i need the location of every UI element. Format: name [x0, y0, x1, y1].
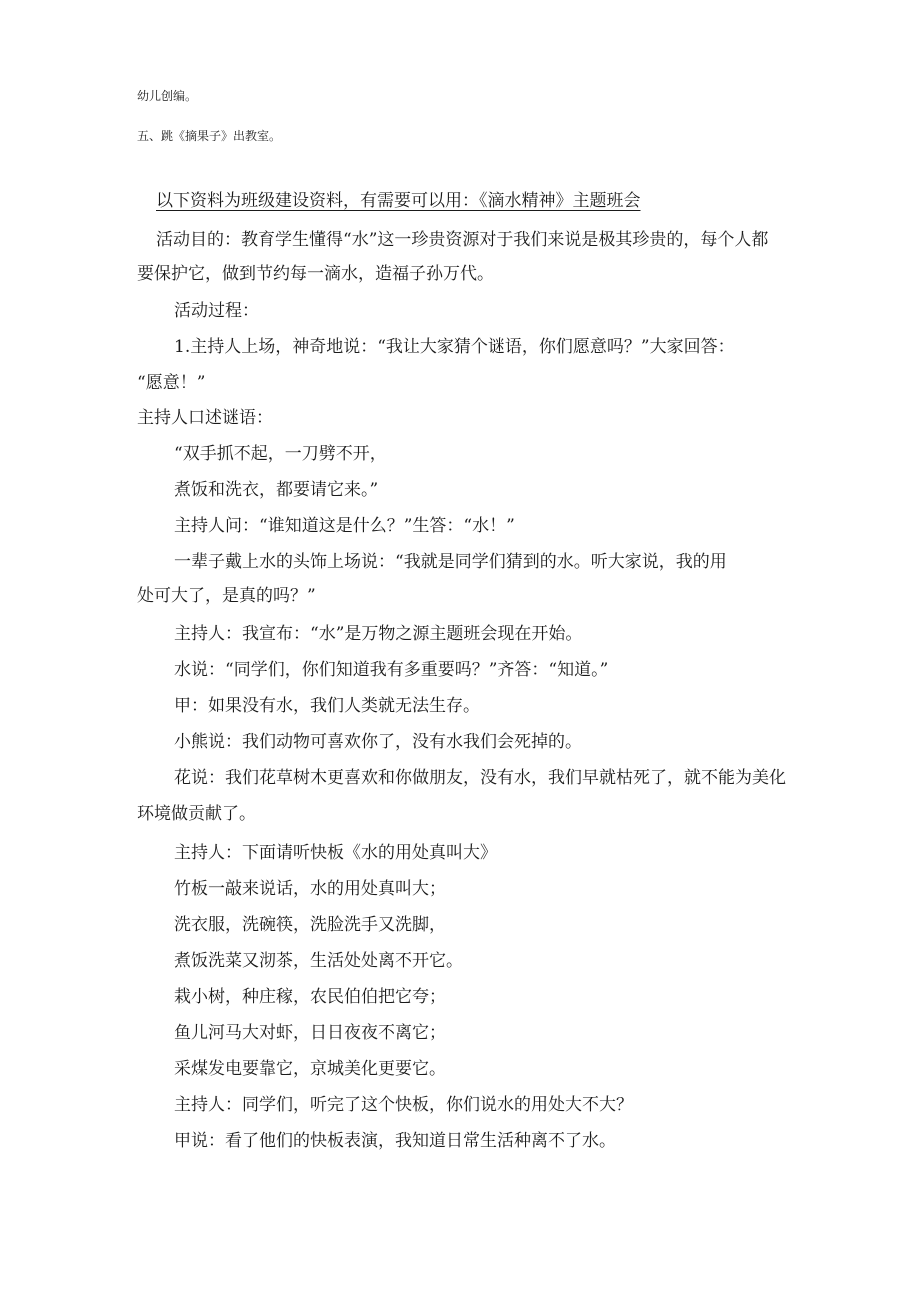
- section-heading: 以下资料为班级建设资料，有需要可以用：《滴水精神》主题班会: [156, 191, 641, 211]
- paragraph-line: 鱼儿河马大对虾，日日夜夜不离它；: [174, 1023, 446, 1043]
- paragraph-line: 一辈子戴上水的头饰上场说：“我就是同学们猜到的水。听大家说，我的用: [174, 552, 727, 572]
- paragraph-line: 活动目的：教育学生懂得“水”这一珍贵资源对于我们来说是极其珍贵的，每个人都: [156, 230, 769, 250]
- paragraph-line: 主持人：同学们，听完了这个快板，你们说水的用处大不大？: [174, 1095, 633, 1115]
- paragraph-line: 主持人口述谜语：: [137, 408, 273, 428]
- paragraph-line: 处可大了，是真的吗？”: [137, 586, 316, 606]
- paragraph-line: 甲说：看了他们的快板表演，我知道日常生活种离不了水。: [174, 1131, 616, 1151]
- paragraph-line: 活动过程：: [174, 301, 259, 321]
- paragraph-line: “愿意！”: [137, 373, 206, 393]
- paragraph-line: 水说：“同学们，你们知道我有多重要吗？”齐答：“知道。”: [174, 660, 609, 680]
- intro-line-2: 五、跳《摘果子》出教室。: [137, 129, 282, 143]
- paragraph-line: 花说：我们花草树木更喜欢和你做朋友，没有水，我们早就枯死了，就不能为美化: [174, 768, 786, 788]
- paragraph-line: 洗衣服，洗碗筷，洗脸洗手又洗脚，: [174, 915, 446, 935]
- paragraph-line: “双手抓不起，一刀劈不开，: [174, 444, 387, 464]
- paragraph-line: 环境做贡献了。: [137, 804, 256, 824]
- paragraph-line: 栽小树，种庄稼，农民伯伯把它夸；: [174, 987, 446, 1007]
- paragraph-line: 主持人问：“谁知道这是什么？”生答：“水！”: [174, 516, 515, 536]
- paragraph-line: 小熊说：我们动物可喜欢你了，没有水我们会死掉的。: [174, 732, 582, 752]
- paragraph-line: 主持人：我宣布：“水”是万物之源主题班会现在开始。: [174, 624, 583, 644]
- paragraph-line: 1.主持人上场，神奇地说：“我让大家猜个谜语，你们愿意吗？”大家回答：: [174, 337, 735, 357]
- intro-line-1: 幼儿创编。: [137, 89, 198, 103]
- paragraph-line: 采煤发电要靠它，京城美化更要它。: [174, 1059, 446, 1079]
- paragraph-line: 甲：如果没有水，我们人类就无法生存。: [174, 696, 480, 716]
- paragraph-line: 竹板一敲来说话，水的用处真叫大；: [174, 879, 446, 899]
- paragraph-line: 要保护它，做到节约每一滴水，造福子孙万代。: [137, 264, 494, 284]
- paragraph-line: 煮饭洗菜又沏茶，生活处处离不开它。: [174, 951, 463, 971]
- paragraph-line: 煮饭和洗衣，都要请它来。”: [174, 480, 379, 500]
- paragraph-line: 主持人：下面请听快板《水的用处真叫大》: [174, 843, 497, 863]
